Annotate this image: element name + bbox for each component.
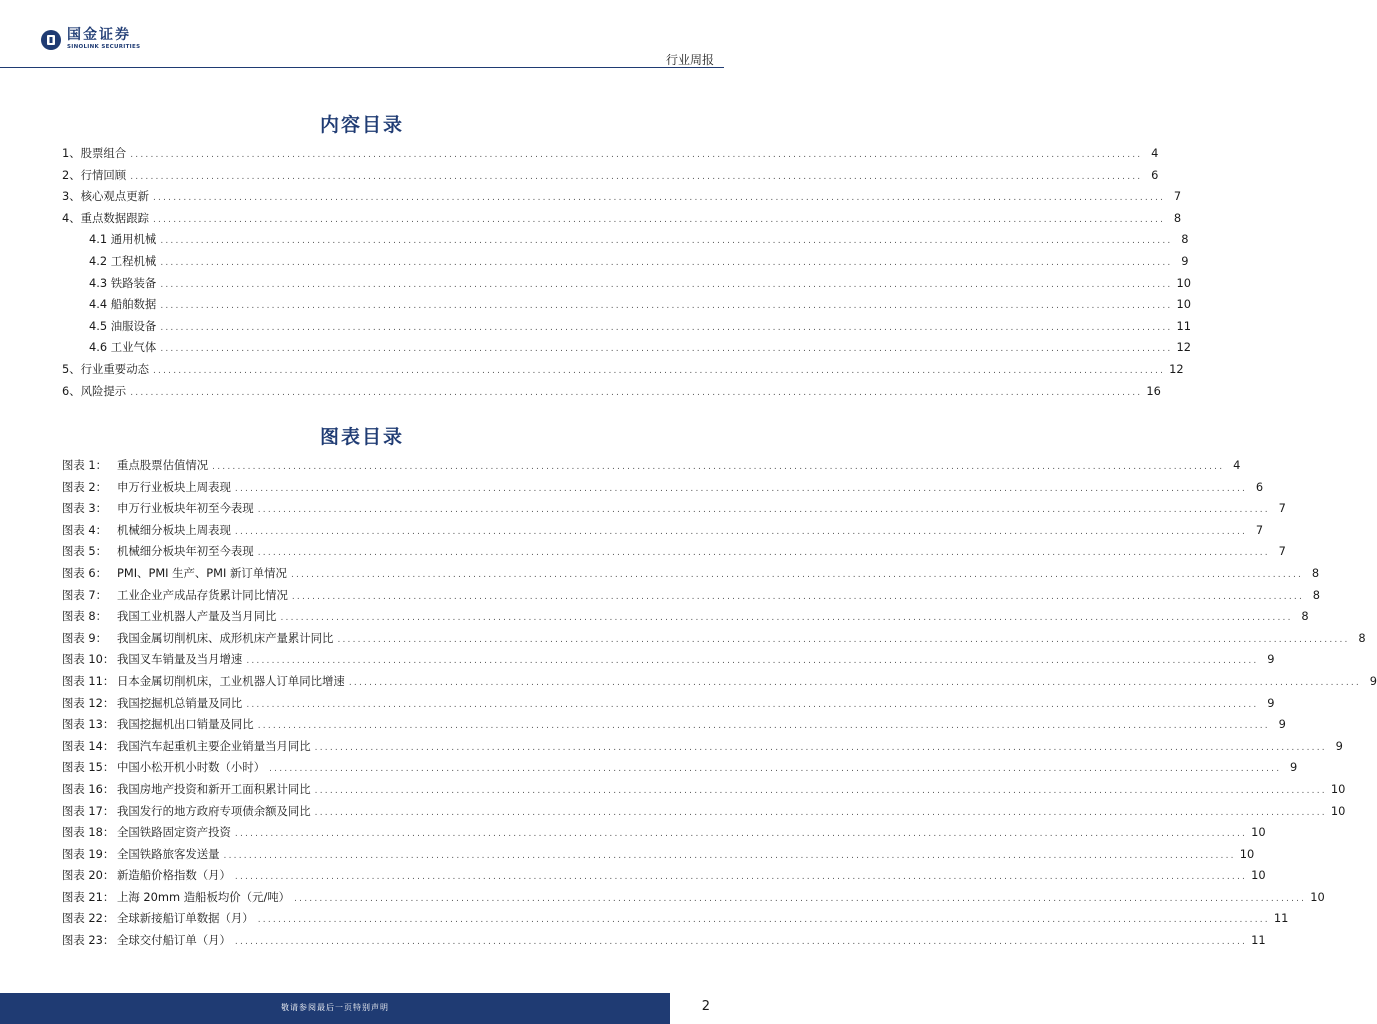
figure-entry[interactable]	[62, 865, 1266, 887]
figure-label: 全球新接船订单数据（月）	[117, 911, 254, 926]
figure-entry[interactable]	[62, 757, 1298, 779]
figure-entry[interactable]	[62, 498, 1286, 520]
toc-subentry[interactable]	[62, 294, 1191, 316]
toc-entry-page: 8	[1173, 210, 1182, 225]
figure-number: 图表 23：	[62, 933, 115, 948]
figure-entry[interactable]	[62, 628, 1366, 650]
toc-entry-label: 4.3 铁路装备	[89, 275, 157, 290]
figure-page: 10	[1330, 803, 1346, 818]
figure-entry[interactable]	[62, 563, 1320, 585]
page-number: 2	[701, 999, 710, 1014]
figure-page: 7	[1278, 544, 1286, 559]
page-footer	[0, 993, 724, 1024]
dot-leader: ........................................................................................................................................................................................................	[160, 322, 1173, 333]
toc-subentry[interactable]	[62, 316, 1191, 338]
figure-number: 图表 1：	[62, 458, 108, 472]
toc-entry[interactable]	[62, 381, 1161, 403]
contents-list	[62, 143, 1191, 402]
figure-number: 图表 7：	[62, 587, 108, 602]
dot-leader: ........................................................................................................................................................................................................	[314, 807, 1327, 818]
dot-leader: ........................................................................................................................................................................................................	[234, 937, 1248, 948]
toc-entry-page: 4	[1151, 146, 1159, 160]
toc-entry-label: 4.6 工业气体	[89, 340, 157, 355]
figure-number: 图表 18：	[62, 825, 115, 840]
dot-leader: ........................................................................................................................................................................................................	[257, 548, 1270, 559]
dot-leader: ........................................................................................................................................................................................................	[152, 193, 1166, 204]
toc-entry-label: 4.1 通用机械	[89, 232, 157, 247]
figure-page: 6	[1255, 479, 1264, 494]
dot-leader: ........................................................................................................................................................................................................	[314, 742, 1327, 753]
figure-page: 11	[1251, 933, 1266, 948]
logo-chinese-name: 国金证券	[67, 27, 131, 43]
toc-entry-label: 3、核心观点更新	[62, 189, 149, 204]
toc-entry-label: 4.4 船舶数据	[89, 297, 157, 312]
toc-subentry[interactable]	[62, 273, 1191, 295]
toc-entry-page: 6	[1151, 167, 1159, 182]
figure-entry[interactable]	[62, 779, 1346, 801]
figure-label: 申万行业板块年初至今表现	[117, 501, 254, 516]
figure-number: 图表 8：	[62, 609, 108, 624]
figure-page: 9	[1278, 717, 1286, 732]
figure-number: 图表 17：	[62, 803, 115, 818]
figure-number: 图表 19：	[62, 846, 115, 861]
figure-entry[interactable]	[62, 585, 1321, 607]
figure-entry[interactable]	[62, 844, 1255, 866]
figure-number: 图表 16：	[62, 781, 115, 796]
figure-page: 10	[1310, 889, 1325, 904]
figure-number: 图表 3：	[62, 501, 108, 516]
figure-number: 图表 22：	[62, 911, 115, 926]
dot-leader: ........................................................................................................................................................................................................	[234, 526, 1248, 537]
figure-label: 我国挖掘机出口销量及同比	[117, 717, 254, 732]
figure-page: 10	[1330, 781, 1346, 796]
toc-entry[interactable]	[62, 186, 1182, 208]
contents-title: 内容目录	[319, 114, 404, 136]
toc-entry-page: 11	[1176, 318, 1191, 333]
disclaimer-note: 敬请参阅最后一页特别声明	[281, 1003, 389, 1012]
figure-entry[interactable]	[62, 887, 1325, 909]
figure-page: 10	[1251, 868, 1266, 883]
figure-number: 图表 2：	[62, 479, 108, 494]
figure-number: 图表 15：	[62, 760, 115, 775]
figure-page: 8	[1312, 587, 1321, 602]
figure-label: 上海 20mm 造船板均价（元/吨）	[117, 889, 291, 904]
page-header	[0, 0, 724, 70]
toc-entry-label: 2、行情回顾	[62, 167, 127, 182]
figure-label: 中国小松开机小时数（小时）	[117, 760, 266, 775]
toc-entry[interactable]	[62, 359, 1184, 381]
toc-entry-label: 4、重点数据跟踪	[62, 210, 149, 225]
dot-leader: ........................................................................................................................................................................................................	[294, 893, 1307, 904]
toc-entry-page: 10	[1176, 297, 1191, 312]
toc-subentry[interactable]	[62, 229, 1189, 251]
figure-page: 9	[1290, 760, 1298, 775]
company-logo	[40, 28, 140, 51]
figure-label: 我国工业机器人产量及当月同比	[117, 609, 277, 624]
figure-label: 我国房地产投资和新开工面积累计同比	[117, 781, 311, 796]
figure-entry[interactable]	[62, 714, 1286, 736]
figure-number: 图表 9：	[62, 630, 108, 645]
dot-leader: ........................................................................................................................................................................................................	[348, 677, 1361, 688]
figure-number: 图表 6：	[62, 565, 108, 580]
figure-label: 我国发行的地方政府专项债余额及同比	[117, 803, 311, 818]
figure-entry[interactable]	[62, 908, 1289, 930]
figure-entry[interactable]	[62, 671, 1377, 693]
dot-leader: ........................................................................................................................................................................................................	[160, 236, 1173, 247]
figure-label: 申万行业板块上周表现	[117, 479, 231, 494]
figure-number: 图表 4：	[62, 522, 108, 537]
dot-leader: ........................................................................................................................................................................................................	[130, 387, 1143, 398]
dot-leader: ........................................................................................................................................................................................................	[130, 150, 1143, 160]
figure-page: 10	[1239, 846, 1255, 861]
toc-subentry[interactable]	[62, 251, 1189, 273]
figure-entry[interactable]	[62, 930, 1266, 952]
figure-label: 新造船价格指数（月）	[117, 868, 231, 883]
dot-leader: ........................................................................................................................................................................................................	[257, 721, 1270, 732]
logo-mark-icon	[40, 29, 62, 51]
dot-leader: ........................................................................................................................................................................................................	[130, 171, 1143, 182]
toc-entry-page: 9	[1181, 253, 1189, 268]
figure-number: 图表 10：	[62, 652, 115, 667]
dot-leader: ........................................................................................................................................................................................................	[160, 301, 1173, 312]
dot-leader: ........................................................................................................................................................................................................	[291, 591, 1305, 602]
toc-entry-page: 10	[1176, 275, 1191, 290]
toc-entry-page: 8	[1181, 232, 1189, 247]
figure-page: 10	[1251, 825, 1266, 840]
toc-entry[interactable]	[62, 165, 1159, 187]
figure-label: 我国挖掘机总销量及同比	[117, 695, 243, 710]
report-type: 行业周报	[665, 53, 714, 67]
figure-entry[interactable]	[62, 541, 1286, 563]
figure-entry[interactable]	[62, 649, 1275, 671]
figure-label: 工业企业产成品存货累计同比情况	[117, 587, 288, 602]
dot-leader: ........................................................................................................................................................................................................	[160, 257, 1173, 268]
figure-number: 图表 20：	[62, 868, 115, 883]
figure-label: 我国汽车起重机主要企业销量当月同比	[117, 738, 311, 753]
dot-leader: ........................................................................................................................................................................................................	[269, 764, 1282, 775]
figure-label: 日本金属切削机床，工业机器人订单同比增速	[117, 673, 345, 688]
figure-number: 图表 21：	[62, 889, 115, 904]
figure-number: 图表 14：	[62, 738, 115, 753]
figure-number: 图表 13：	[62, 717, 115, 732]
toc-entry-label: 1、股票组合	[62, 146, 127, 160]
dot-leader: ........................................................................................................................................................................................................	[234, 829, 1248, 840]
figure-entry[interactable]	[62, 606, 1309, 628]
dot-leader: ........................................................................................................................................................................................................	[212, 462, 1225, 472]
figure-label: 全国铁路固定资产投资	[117, 825, 231, 840]
figure-page: 4	[1233, 458, 1241, 472]
figure-label: 我国金属切削机床、成形机床产量累计同比	[117, 630, 334, 645]
header-divider	[0, 67, 724, 68]
dot-leader: ........................................................................................................................................................................................................	[314, 785, 1327, 796]
footer-band	[0, 993, 670, 1024]
figure-label: 机械细分板块年初至今表现	[117, 544, 254, 559]
figure-entry[interactable]	[62, 455, 1241, 477]
dot-leader: ........................................................................................................................................................................................................	[246, 699, 1259, 710]
toc-entry[interactable]	[62, 143, 1159, 165]
figure-number: 图表 11：	[62, 673, 115, 688]
dot-leader: ........................................................................................................................................................................................................	[234, 483, 1248, 494]
dot-leader: ........................................................................................................................................................................................................	[152, 365, 1166, 376]
figure-entry[interactable]	[62, 736, 1343, 758]
figures-list	[62, 455, 1377, 952]
figure-label: 全国铁路旅客发送量	[117, 846, 220, 861]
dot-leader: ........................................................................................................................................................................................................	[257, 505, 1270, 516]
figure-page: 8	[1358, 630, 1366, 645]
figure-page: 9	[1267, 652, 1275, 667]
figure-page: 8	[1311, 565, 1320, 580]
figure-number: 图表 12：	[62, 695, 115, 710]
dot-leader: ........................................................................................................................................................................................................	[160, 279, 1173, 290]
dot-leader: ........................................................................................................................................................................................................	[246, 656, 1259, 667]
figure-entry[interactable]	[62, 477, 1264, 499]
figure-label: 我国叉车销量及当月增速	[117, 652, 243, 667]
toc-subentry[interactable]	[62, 337, 1191, 359]
figure-label: 重点股票估值情况	[117, 458, 209, 472]
toc-entry-page: 16	[1146, 383, 1161, 398]
figure-page: 7	[1278, 501, 1286, 516]
dot-leader: ........................................................................................................................................................................................................	[257, 915, 1270, 926]
dot-leader: ........................................................................................................................................................................................................	[152, 214, 1166, 225]
figure-page: 9	[1369, 673, 1377, 688]
figure-number: 图表 5：	[62, 544, 108, 559]
toc-entry-page: 12	[1176, 340, 1191, 355]
figure-entry[interactable]	[62, 801, 1346, 823]
toc-entry-page: 7	[1173, 189, 1182, 204]
toc-entry-label: 4.5 油服设备	[89, 318, 157, 333]
dot-leader: ........................................................................................................................................................................................................	[234, 872, 1248, 883]
toc-entry-page: 12	[1169, 361, 1184, 376]
dot-leader: ........................................................................................................................................................................................................	[280, 613, 1293, 624]
dot-leader: ........................................................................................................................................................................................................	[337, 634, 1350, 645]
toc-entry-label: 6、风险提示	[62, 383, 127, 398]
figure-entry[interactable]	[62, 693, 1275, 715]
logo-english-name: SINOLINK SECURITIES	[67, 44, 141, 50]
figure-entry[interactable]	[62, 822, 1266, 844]
toc-entry-label: 4.2 工程机械	[89, 253, 157, 268]
toc-entry[interactable]	[62, 208, 1182, 230]
figure-label: 机械细分板块上周表现	[117, 522, 231, 537]
figure-page: 9	[1335, 738, 1343, 753]
figure-page: 8	[1301, 609, 1309, 624]
figure-label: 全球交付船订单（月）	[117, 933, 231, 948]
dot-leader: ........................................................................................................................................................................................................	[290, 569, 1304, 580]
figure-entry[interactable]	[62, 520, 1264, 542]
figures-title: 图表目录	[319, 426, 404, 448]
dot-leader: ........................................................................................................................................................................................................	[223, 850, 1236, 861]
figure-label: PMI、PMI 生产、PMI 新订单情况	[117, 565, 287, 580]
dot-leader: ........................................................................................................................................................................................................	[160, 344, 1173, 355]
figure-page: 11	[1273, 911, 1289, 926]
figure-page: 9	[1267, 695, 1275, 710]
figure-page: 7	[1255, 522, 1264, 537]
toc-entry-label: 5、行业重要动态	[62, 361, 149, 376]
